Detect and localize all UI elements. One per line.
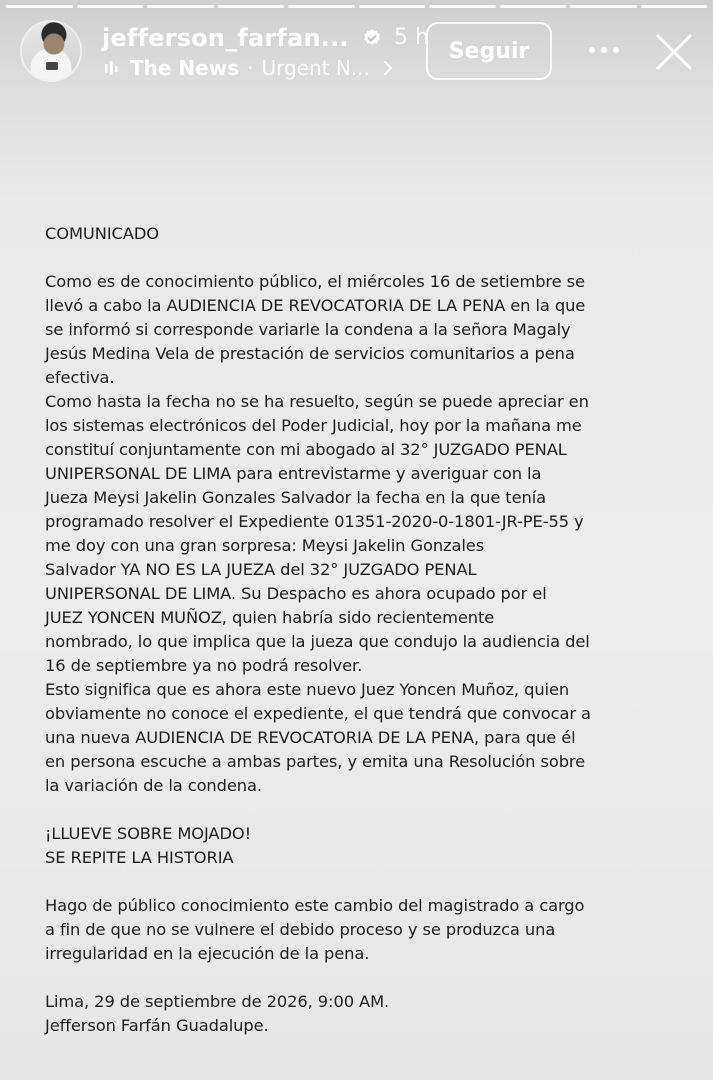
- spacer: [45, 966, 685, 990]
- audio-bars-icon: [104, 59, 122, 77]
- statement-signature: Jefferson Farfán Guadalupe.: [45, 1016, 269, 1035]
- close-icon: [655, 33, 693, 71]
- statement-paragraph: Como hasta la fecha no se ha resuelto, según se puede apreciar en los sistemas electrónicos del Poder Judicial, hoy por la mañana me constituí conjuntamente con mi abogado al 32° JUZGADO PENAL UNIPERSONAL DE LIMA para entrevistarme y averiguar con la Jueza Meysi Jakelin Gonzales Salvador la fecha en la que tenía programado resolver el Expediente 01351-2020-0-1801-JR-PE-55 y me doy con una gran sorpresa: Meysi Jakelin Gonzales Salvador YA NO ES LA JUEZA del 32° JUZGADO PENAL UNIPERSONAL DE LIMA. Su Despacho es ahora ocupado por el JUEZ YONCEN MUÑOZ, quien habría sido recientemente nombrado, lo que implica que la jueza que condujo la audiencia del 16 de septiembre ya no podrá resolver.: [45, 392, 590, 675]
- close-button[interactable]: [652, 30, 696, 74]
- story-progress-bar: [6, 5, 707, 8]
- spacer: [45, 246, 685, 270]
- statement-date: Lima, 29 de septiembre de 2026, 9:00 AM.: [45, 992, 390, 1011]
- statement-text: [45, 222, 685, 1038]
- progress-segment: [641, 5, 708, 8]
- music-attribution[interactable]: [104, 56, 394, 80]
- progress-segment: [6, 5, 73, 8]
- avatar[interactable]: [22, 22, 80, 80]
- spacer: [45, 798, 685, 822]
- username-link[interactable]: jefferson_farfan...: [102, 24, 349, 52]
- progress-segment: [147, 5, 214, 8]
- statement-heading: COMUNICADO: [45, 224, 159, 243]
- statement-paragraph: Hago de público conocimiento este cambio del magistrado a cargo a fin de que no se vulnere el debido proceso y se produzca una irregularidad en la ejecución de la pena.: [45, 896, 585, 963]
- progress-segment: [359, 5, 426, 8]
- chevron-right-icon: [382, 60, 394, 76]
- music-title: Urgent N...: [261, 56, 370, 80]
- progress-segment: [500, 5, 567, 8]
- progress-segment: [218, 5, 285, 8]
- progress-segment: [570, 5, 637, 8]
- post-time: 5 h: [394, 25, 429, 50]
- statement-exclamation: ¡LLUEVE SOBRE MOJADO! SE REPITE LA HISTORIA: [45, 824, 252, 867]
- avatar-detail: [46, 62, 58, 70]
- more-horizontal-icon: [588, 46, 620, 54]
- more-options-button[interactable]: [582, 34, 626, 66]
- music-artist: The News: [130, 56, 240, 80]
- story-header: [22, 20, 699, 82]
- statement-paragraph: Esto significa que es ahora este nuevo Juez Yoncen Muñoz, quien obviamente no conoce el expediente, el que tendrá que convocar a una nueva AUDIENCIA DE REVOCATORIA DE LA PENA, para que él en persona escuche a ambas partes, y emita una Resolución sobre la variación de la condena.: [45, 680, 591, 795]
- music-separator: ·: [247, 56, 254, 80]
- progress-segment: [429, 5, 496, 8]
- verified-badge-icon: [362, 28, 382, 48]
- progress-segment: [77, 5, 144, 8]
- spacer: [45, 870, 685, 894]
- follow-button[interactable]: Seguir: [426, 22, 552, 80]
- statement-paragraph: Como es de conocimiento público, el miércoles 16 de setiembre se llevó a cabo la AUDIENCIA DE REVOCATORIA DE LA PENA en la que se informó si corresponde variarle la condena a la señora Magaly Jesús Medina Vela de prestación de servicios comunitarios a pena efectiva.: [45, 272, 586, 387]
- progress-segment: [288, 5, 355, 8]
